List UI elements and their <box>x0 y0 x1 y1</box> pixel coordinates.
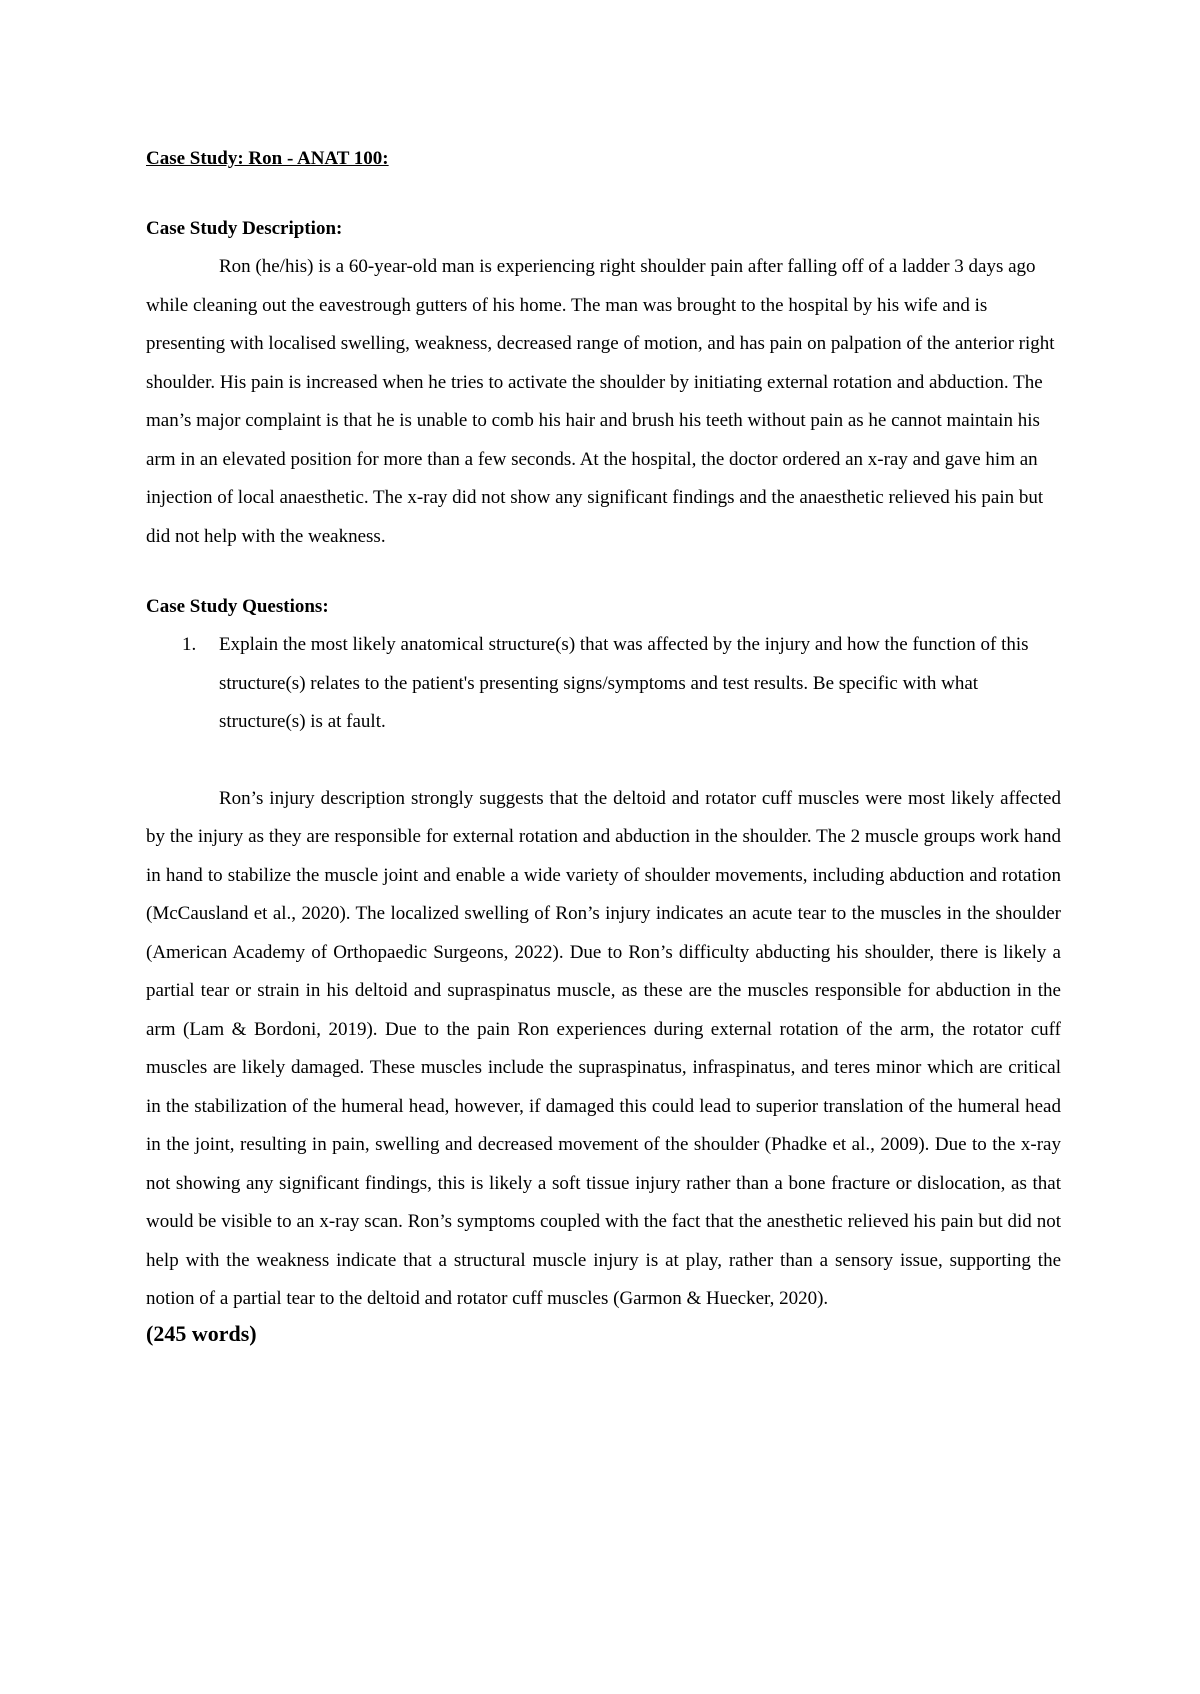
question-item <box>146 626 1061 742</box>
description-heading: Case Study Description: <box>146 218 343 239</box>
question-number: 1. <box>182 634 197 655</box>
spacer <box>146 172 1061 216</box>
spacer <box>146 556 1061 594</box>
document-title: Case Study: Ron - ANAT 100: <box>146 148 389 169</box>
spacer <box>146 742 1061 780</box>
questions-heading: Case Study Questions: <box>146 596 329 617</box>
description-paragraph: Ron (he/his) is a 60-year-old man is experiencing right shoulder pain after falling off of a ladder 3 days ago while cleaning out the eavestrough gutters of his home. The man was brought to the hospital by his wife and is presenting with localised swelling, weakness, decreased range of motion, and has pain on palpation of the anterior right shoulder. His pain is increased when he tries to activate the shoulder by initiating external rotation and abduction. The man’s major complaint is that he is unable to comb his hair and brush his teeth without pain as he cannot maintain his arm in an elevated position for more than a few seconds. At the hospital, the doctor ordered an x-ray and gave him an injection of local anaesthetic. The x-ray did not show any significant findings and the anaesthetic relieved his pain but did not help with the weakness. <box>146 256 1055 547</box>
document-content <box>146 146 1061 1349</box>
answer-paragraph: Ron’s injury description strongly suggests that the deltoid and rotator cuff muscles were most likely affected by the injury as they are responsible for external rotation and abduction in the shoulder. The 2 muscle groups work hand in hand to stabilize the muscle joint and enable a wide variety of shoulder movements, including abduction and rotation (McCausland et al., 2020). The localized swelling of Ron’s injury indicates an acute tear to the muscles in the shoulder (American Academy of Orthopaedic Surgeons, 2022). Due to Ron’s difficulty abducting his shoulder, there is likely a partial tear or strain in his deltoid and supraspinatus muscle, as these are the muscles responsible for abduction in the arm (Lam & Bordoni, 2019). Due to the pain Ron experiences during external rotation of the arm, the rotator cuff muscles are likely damaged. These muscles include the supraspinatus, infraspinatus, and teres minor which are critical in the stabilization of the humeral head, however, if damaged this could lead to superior translation of the humeral head in the joint, resulting in pain, swelling and decreased movement of the shoulder (Phadke et al., 2009). Due to the x-ray not showing any significant findings, this is likely a soft tissue injury rather than a bone fracture or dislocation, as that would be visible to an x-ray scan. Ron’s symptoms coupled with the fact that the anesthetic relieved his pain but did not help with the weakness indicate that a structural muscle injury is at play, rather than a sensory issue, supporting the notion of a partial tear to the deltoid and rotator cuff muscles (Garmon & Huecker, 2020). <box>146 787 1061 1309</box>
question-text: Explain the most likely anatomical structure(s) that was affected by the injury and how the function of this structure(s) relates to the patient's presenting signs/symptoms and test results. Be specific with what structure(s) is at fault. <box>219 634 1029 732</box>
word-count: (245 words) <box>146 1320 257 1346</box>
